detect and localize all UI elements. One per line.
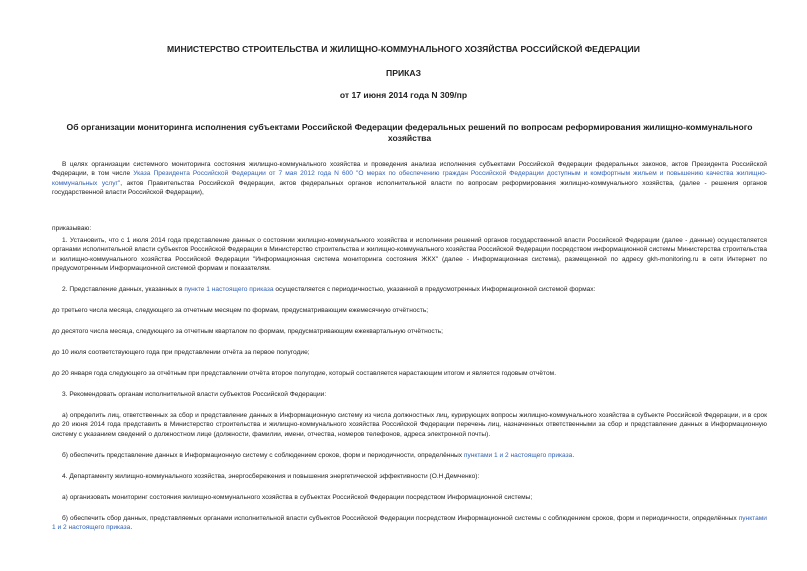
item-3-b-text-start: б) обеспечить представление данных в Информационную систему с соблюдением сроков, форм и периодичности, определённых (62, 452, 464, 459)
item-3-b-text-end: . (572, 452, 575, 459)
item-2-deadline-annual: до 20 января года следующего за отчётным при представлении отчёта второе полугодие, который составляется нарастающим итогом и является годовым отчётом. (52, 370, 557, 377)
intro-text-start: В целях организации системного мониторинга состояния жилищно-коммунального хозяйства и проведения анализа исполнения субъектами Российской Федерации федеральных законов, актов Президента Российской Федерации, в том числе (52, 161, 767, 178)
intro-text-end: , актов Правительства Российской Федерации, актов федеральных органов исполнительной власти по вопросам реформирования жилищно-коммунального хозяйства, (далее - решения органов государственной власти Российской Федерации), (52, 179, 768, 197)
item-3-a: а) определить лиц, ответственных за сбор и представление данных в Информационную систему из числа должностных лиц, курирующих вопросы жилищно-коммунального хозяйства в субъекте Российской Федерации, и в срок до 20 июня 2014 года представить в Министерство строительства и жилищно-коммунального хозяйства Российской Федерации перечень лиц, назначенных ответственными за сбор и представление данных в Информационную систему с указанием сведений о должностном лице (должности, фамилии, имени, отчества, номеров телефонов, адреса электронной почты). (52, 412, 767, 438)
order-word: приказываю: (52, 225, 92, 232)
item-4-a: а) организовать мониторинг состояния жилищно-коммунального хозяйства в субъектах Российской Федерации посредством Информационной системы; (62, 494, 533, 501)
item-1-reference-link[interactable]: пункте 1 настоящего приказа (184, 286, 274, 293)
document-title: Об организации мониторинга исполнения субъектами Российской Федерации федеральных решений по вопросам реформирования жилищно-коммунального хозяйства (66, 122, 753, 143)
decree-600-link[interactable]: Указа Президента Российской Федерации от 7 мая 2012 года N 600 "О мерах по обеспечению граждан Российской Федерации доступным и комфортным жильем и повышению качества жилищно-коммунальных услуг" (52, 170, 767, 187)
item-2-deadline-half-year: до 10 июля соответствующего года при представлении отчёта за первое полугодие; (52, 349, 310, 356)
item-2-text-start: 2. Представление данных, указанных в (62, 286, 185, 293)
item-2-deadline-monthly: до третьего числа месяца, следующего за отчетным месяцем по формам, предусматривающим ежемесячную отчётность; (52, 307, 429, 314)
item-4-b-text-start: б) обеспечить сбор данных, представляемых органами исполнительной власти субъектов Российской Федерации посредством Информационной системы с соблюдением сроков, форм и периодичности, определённых (62, 515, 739, 522)
ministry-heading: МИНИСТЕРСТВО СТРОИТЕЛЬСТВА И ЖИЛИЩНО-КОММУНАЛЬНОГО ХОЗЯЙСТВА РОССИЙСКОЙ ФЕДЕРАЦИИ (167, 44, 640, 54)
item-3-b (52, 451, 767, 460)
item-4-b-text-end: . (130, 524, 133, 532)
item-2-text-end: осуществляется с периодичностью, указанной в предусмотренных Информационной системой формах: (273, 286, 596, 293)
document-date: от 17 июня 2014 года N 309/пр (339, 90, 468, 100)
document-type: ПРИКАЗ (386, 68, 421, 78)
intro-paragraph (52, 160, 767, 198)
items-1-2-reference-link-2[interactable]: пунктами 1 и 2 настоящего приказа (52, 515, 767, 532)
items-1-2-reference-link[interactable]: пунктами 1 и 2 настоящего приказа (463, 452, 573, 459)
item-3: 3. Рекомендовать органам исполнительной власти субъектов Российской Федерации: (62, 391, 327, 398)
item-1: 1. Установить, что с 1 июля 2014 года представление данных о состоянии жилищно-коммунального хозяйства и исполнении решений органов государственной власти Российской Федерации (далее - данные) осуществляется органами исполнительной власти субъектов Российской Федерации в Министерство строительства и жилищно-коммунального хозяйства Российской Федерации посредством информационной системы Министерства строительства и жилищно-коммунального хозяйства Российской Федерации "Информационная система мониторинга состояния ЖКХ" (далее - Информационная система), размещенной по адресу gkh-monitoring.ru в сети Интернет по предусмотренным Информационной системой формам и показателям. (52, 237, 767, 273)
item-4: 4. Департаменту жилищно-коммунального хозяйства, энергосбережения и повышения энергетической эффективности (О.Н.Демченко): (62, 473, 480, 480)
item-4-b (52, 514, 767, 533)
item-2-deadline-quarterly: до десятого числа месяца, следующего за отчетным кварталом по формам, предусматривающим ежеквартальную отчётность; (52, 328, 443, 335)
item-2 (52, 285, 767, 294)
